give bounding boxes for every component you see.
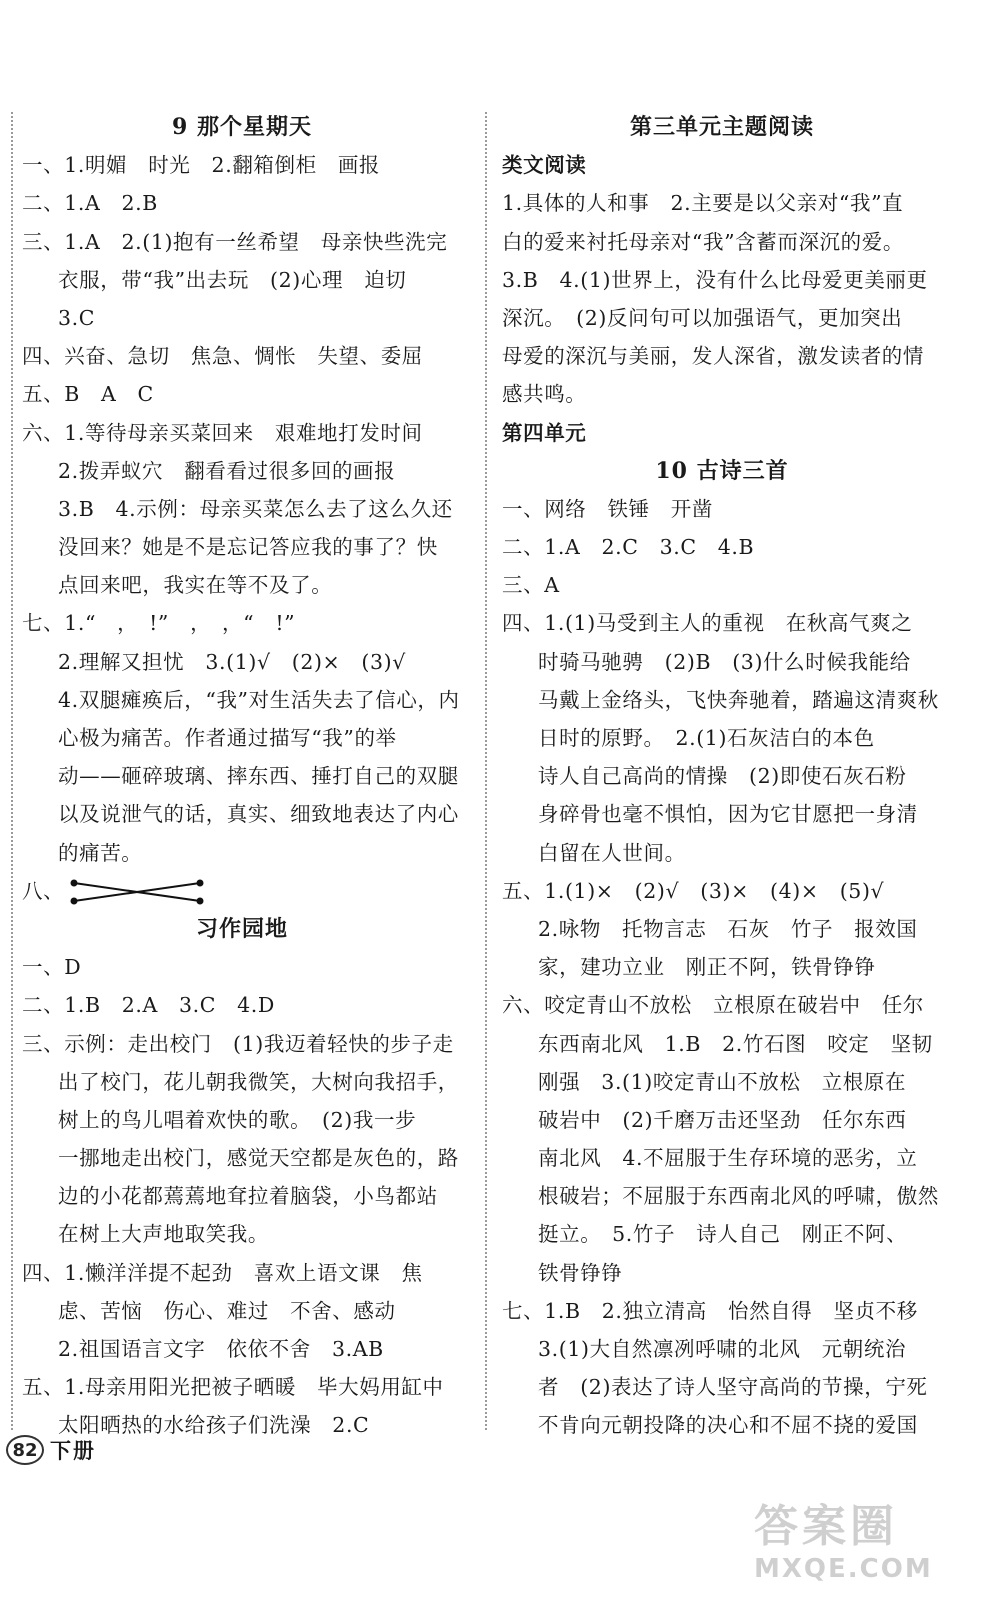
answer-line: 的痛苦。 bbox=[58, 840, 143, 865]
right-column bbox=[502, 108, 942, 1445]
answer-line: 铁骨铮铮 bbox=[538, 1260, 623, 1285]
page-footer bbox=[6, 1432, 96, 1468]
answer-line: 四、兴奋、急切 焦急、惆怅 失望、委屈 bbox=[22, 344, 423, 369]
answer-line: 五、1.(1)× (2)√ (3)× (4)× (5)√ bbox=[502, 878, 885, 903]
answer-line: 2.理解又担忧 3.(1)√ (2)× (3)√ bbox=[58, 649, 406, 674]
left-column bbox=[22, 108, 462, 1445]
answer-line: 破岩中 (2)千磨万击还坚劲 任尔东西 bbox=[538, 1107, 907, 1132]
answer-line: 五、1.母亲用阳光把被子晒暖 毕大妈用缸中 bbox=[22, 1375, 444, 1400]
answer-line: 心极为痛苦。作者通过描写“我”的举 bbox=[58, 726, 397, 750]
answer-line: 二、1.A 2.B bbox=[22, 191, 158, 216]
answer-line: 六、咬定青山不放松 立根原在破岩中 任尔 bbox=[502, 993, 924, 1018]
answer-line: 南北风 4.不屈服于生存环境的恶劣，立 bbox=[538, 1146, 918, 1171]
answer-line: 2.拨弄蚁穴 翻看看过很多回的画报 bbox=[58, 458, 396, 483]
answer-line: 出了校门，花儿朝我微笑，大树向我招手， bbox=[58, 1069, 459, 1094]
answer-line: 八、 bbox=[22, 878, 65, 903]
answer-line: 一、1.明媚 时光 2.翻箱倒柜 画报 bbox=[22, 153, 381, 178]
answer-line: 马戴上金络头，飞快奔驰着，踏遍这清爽秋 bbox=[538, 687, 939, 712]
section-title: 10 古诗三首 bbox=[655, 457, 789, 484]
answer-line: 根破岩；不屈服于东西南北风的呼啸，傲然 bbox=[538, 1184, 939, 1209]
answer-line: 时骑马驰骋 (2)B (3)什么时候我能给 bbox=[538, 649, 911, 674]
answer-line: 七、1.B 2.独立清高 怡然自得 坚贞不移 bbox=[502, 1298, 918, 1323]
answer-line: 三、A bbox=[502, 573, 560, 598]
answer-line: 挺立。 5.竹子 诗人自己 刚正不阿、 bbox=[538, 1222, 908, 1247]
column-divider bbox=[485, 112, 487, 1430]
section-title: 9 那个星期天 bbox=[172, 114, 312, 140]
answer-line: 动——砸碎玻璃、摔东西、捶打自己的双腿 bbox=[58, 764, 459, 789]
watermark-logo bbox=[754, 1490, 954, 1586]
answer-line: 3.(1)大自然凛冽呼啸的北风 元朝统治 bbox=[538, 1337, 907, 1361]
answer-line: 感共鸣。 bbox=[502, 382, 587, 407]
page-number: 82 bbox=[6, 1435, 44, 1465]
answer-line: 以及说泄气的话，真实、细致地表达了内心 bbox=[58, 802, 459, 827]
answer-line: 一挪地走出校门，感觉天空都是灰色的，路 bbox=[58, 1146, 459, 1171]
matching-lines-figure bbox=[68, 877, 208, 907]
answer-line: 东西南北风 1.B 2.竹石图 咬定 坚韧 bbox=[538, 1031, 933, 1056]
answer-line: 诗人自己高尚的情操 (2)即使石灰石粉 bbox=[538, 764, 907, 789]
answer-line: 一、D bbox=[22, 955, 82, 980]
answer-line: 树上的鸟儿唱着欢快的歌。 (2)我一步 bbox=[58, 1107, 417, 1132]
answer-line: 没回来？她是不是忘记答应我的事了？快 bbox=[58, 535, 438, 560]
answer-line: 太阳晒热的水给孩子们洗澡 2.C bbox=[58, 1413, 370, 1438]
answer-line: 家，建功立业 刚正不阿，铁骨铮铮 bbox=[538, 955, 876, 980]
answer-line: 4.双腿瘫痪后，“我”对生活失去了信心，内 bbox=[58, 687, 460, 712]
answer-line: 点回来吧，我实在等不及了。 bbox=[58, 573, 333, 598]
answer-line: 深沉。 (2)反问句可以加强语气，更加突出 bbox=[502, 305, 903, 330]
answer-line: 身碎骨也毫不惧怕，因为它甘愿把一身清 bbox=[538, 802, 918, 827]
watermark-text: 答案圈 bbox=[754, 1501, 898, 1552]
answer-line: 3.B 4.(1)世界上，没有什么比母爱更美丽更 bbox=[502, 267, 928, 292]
section-title: 习作园地 bbox=[195, 915, 288, 942]
answer-line: 三、1.A 2.(1)抱有一丝希望 母亲快些洗完 bbox=[22, 229, 448, 254]
answer-line: 刚强 3.(1)咬定青山不放松 立根原在 bbox=[538, 1069, 907, 1094]
answer-line: 衣服，带“我”出去玩 (2)心理 迫切 bbox=[58, 267, 407, 292]
answer-line: 七、1.“ ， !” ， ，“ !” bbox=[22, 611, 296, 636]
answer-line: 一、网络 铁锤 开凿 bbox=[502, 496, 713, 521]
answer-line: 不肯向元朝投降的决心和不屈不挠的爱国 bbox=[538, 1413, 918, 1438]
answer-line: 2.咏物 托物言志 石灰 竹子 报效国 bbox=[538, 916, 918, 941]
answer-line: 六、1.等待母亲买菜回来 艰难地打发时间 bbox=[22, 420, 423, 445]
watermark-url: MXQE.COM bbox=[754, 1554, 933, 1584]
answer-line: 3.B 4.示例：母亲买菜怎么去了这么久还 bbox=[58, 496, 453, 521]
answer-line: 边的小花都蔫蔫地耷拉着脑袋，小鸟都站 bbox=[58, 1184, 438, 1209]
unit-heading: 第四单元 bbox=[502, 420, 587, 445]
left-margin-divider bbox=[11, 112, 13, 1430]
answer-line: 者 (2)表达了诗人坚守高尚的节操，宁死 bbox=[538, 1375, 928, 1400]
subsection-heading: 类文阅读 bbox=[502, 153, 587, 178]
answer-line: 日时的原野。 2.(1)石灰洁白的本色 bbox=[538, 726, 875, 750]
matching-answer bbox=[22, 872, 462, 910]
section-title: 第三单元主题阅读 bbox=[629, 114, 814, 140]
answer-line: 三、示例：走出校门 (1)我迈着轻快的步子走 bbox=[22, 1031, 454, 1056]
answer-line: 二、1.A 2.C 3.C 4.B bbox=[502, 535, 755, 560]
answer-line: 白留在人世间。 bbox=[538, 840, 686, 865]
answer-line: 二、1.B 2.A 3.C 4.D bbox=[22, 993, 275, 1018]
answer-line: 白的爱来衬托母亲对“我”含蓄而深沉的爱。 bbox=[502, 229, 904, 254]
answer-line: 3.C bbox=[58, 305, 96, 330]
answer-line: 1.具体的人和事 2.主要是以父亲对“我”直 bbox=[502, 191, 904, 216]
answer-line: 四、1.懒洋洋提不起劲 喜欢上语文课 焦 bbox=[22, 1260, 423, 1285]
volume-label: 下册 bbox=[50, 1438, 96, 1463]
answer-line: 2.祖国语言文字 依依不舍 3.AB bbox=[58, 1337, 384, 1361]
answer-line: 母爱的深沉与美丽，发人深省，激发读者的情 bbox=[502, 344, 924, 369]
answer-line: 在树上大声地取笑我。 bbox=[58, 1222, 269, 1247]
answer-line: 虑、苦恼 伤心、难过 不舍、感动 bbox=[58, 1298, 396, 1323]
answer-line: 四、1.(1)马受到主人的重视 在秋高气爽之 bbox=[502, 611, 913, 636]
answer-line: 五、B A C bbox=[22, 382, 154, 407]
